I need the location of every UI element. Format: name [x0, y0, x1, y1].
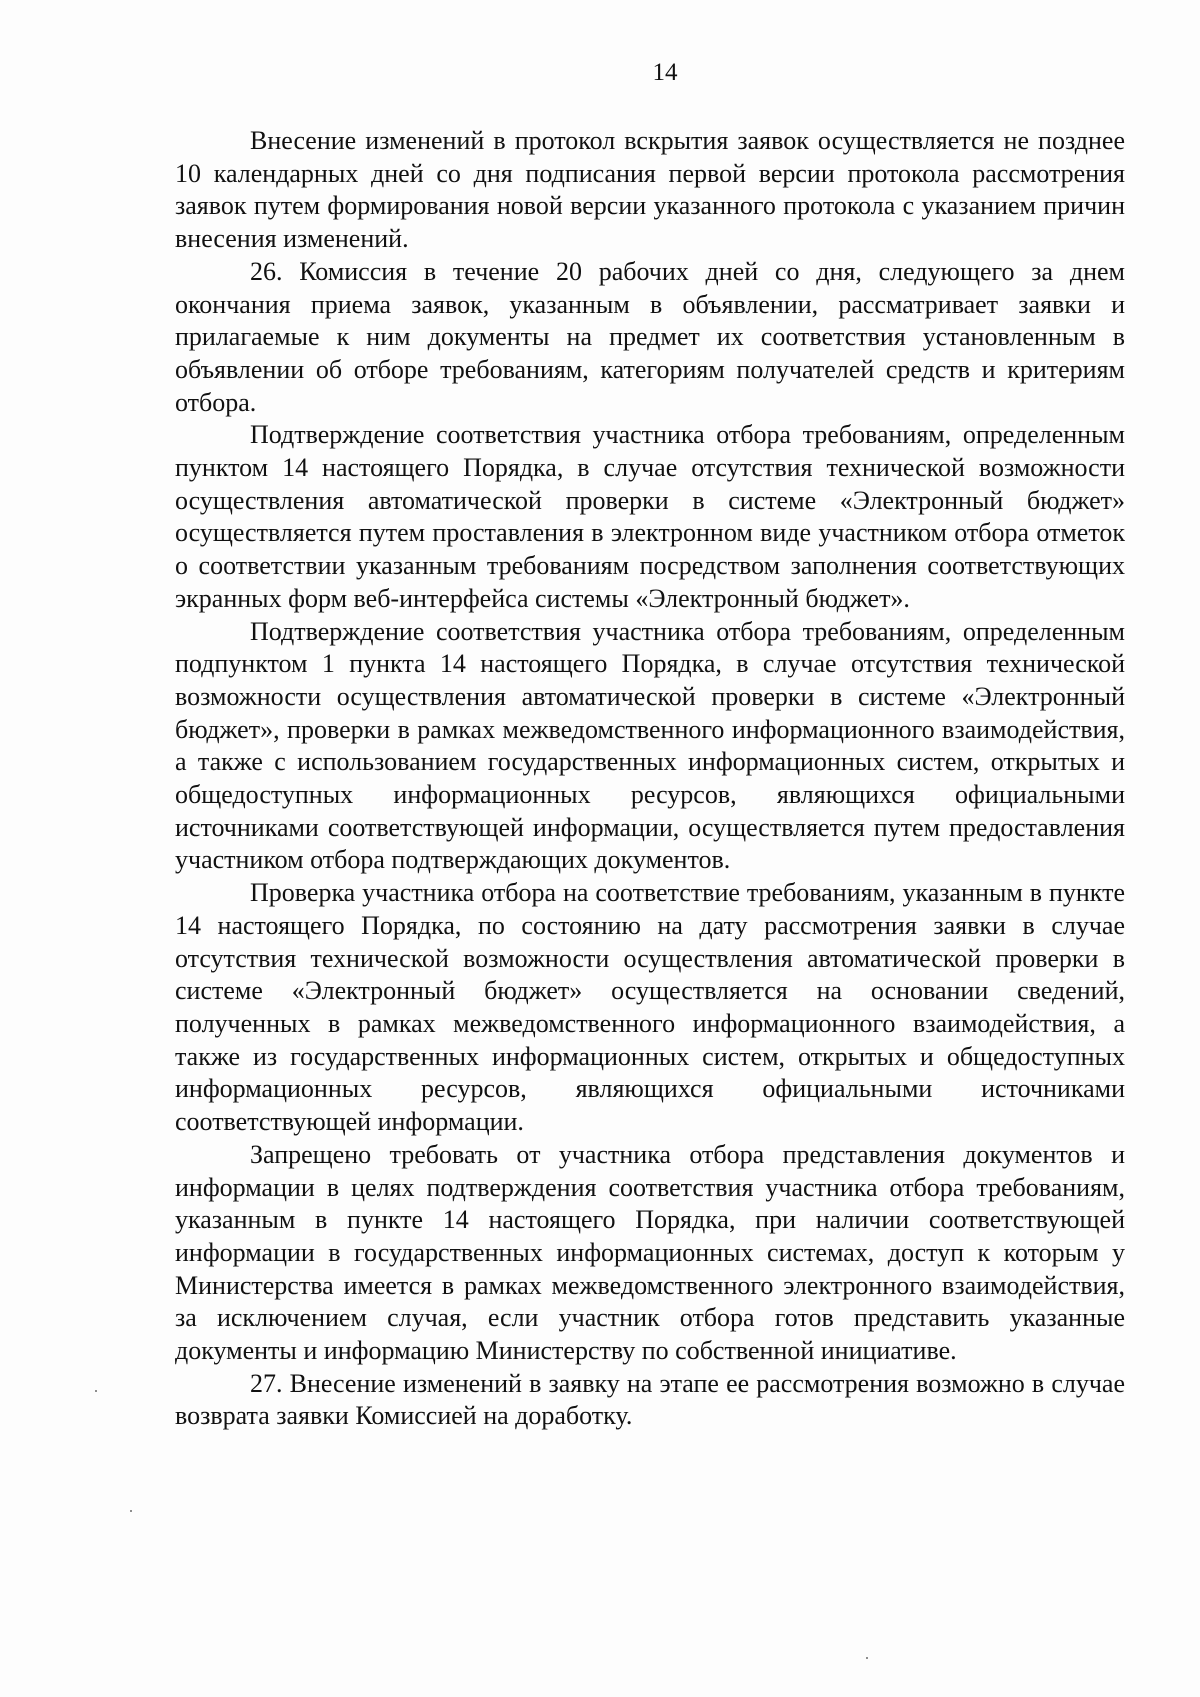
scan-artifact-dot [866, 1657, 868, 1659]
page-number: 14 [652, 59, 678, 86]
paragraph-item-27: 27. Внесение изменений в заявку на этапе ее рассмотрения возможно в случае возврата заявки Комиссией на доработку. [175, 1368, 1125, 1431]
document-body [175, 125, 1125, 1433]
paragraph-confirmation-subpoint-1: Подтверждение соответствия участника отбора требованиям, определенным подпунктом 1 пункта 14 настоящего Порядка, в случае отсутствия технической возможности осуществления автоматической проверки в системе «Электронный бюджет», проверки в рамках межведомственного информационного взаимодействия, а также с использованием государственных информационных систем, открытых и общедоступных информационных ресурсов, являющихся официальными источниками соответствующей информации, осуществляется путем предоставления участником отбора подтверждающих документов. [175, 616, 1125, 875]
paragraph-prohibition: Запрещено требовать от участника отбора представления документов и информации в целях подтверждения соответствия участника отбора требованиям, указанным в пункте 14 настоящего Порядка, при наличии соответствующей информации в государственных информационных системах, доступ к которым у Министерства имеется в рамках межведомственного электронного взаимодействия, за исключением случая, если участник отбора готов представить указанные документы и информацию Министерству по собственной инициативе. [175, 1139, 1125, 1366]
paragraph-participant-check: Проверка участника отбора на соответствие требованиям, указанным в пункте 14 настоящего Порядка, по состоянию на дату рассмотрения заявки в случае отсутствия технической возможности осуществления автоматической проверки в системе «Электронный бюджет» осуществляется на основании сведений, полученных в рамках межведомственного информационного взаимодействия, а также из государственных информационных систем, открытых и общедоступных информационных ресурсов, являющихся официальными источниками соответствующей информации. [175, 878, 1125, 1137]
scan-artifact-dot [130, 1510, 132, 1512]
paragraph-item-26: 26. Комиссия в течение 20 рабочих дней со дня, следующего за днем окончания приема заявок, указанным в объявлении, рассматривает заявки и прилагаемые к ним документы на предмет их соответствия установленным в объявлении об отборе требованиям, категориям получателей средств и критериям отбора. [175, 256, 1125, 417]
paragraph-confirmation-point-14: Подтверждение соответствия участника отбора требованиям, определенным пунктом 14 настоящего Порядка, в случае отсутствия технической возможности осуществления автоматической проверки в системе «Электронный бюджет» осуществляется путем проставления в электронном виде участником отбора отметок о соответствии указанным требованиям посредством заполнения соответствующих экранных форм веб-интерфейса системы «Электронный бюджет». [175, 420, 1125, 613]
paragraph-protocol-changes: Внесение изменений в протокол вскрытия заявок осуществляется не позднее 10 календарных дней со дня подписания первой версии протокола рассмотрения заявок путем формирования новой версии указанного протокола с указанием причин внесения изменений. [175, 126, 1125, 254]
scan-artifact-dot [95, 1390, 97, 1392]
